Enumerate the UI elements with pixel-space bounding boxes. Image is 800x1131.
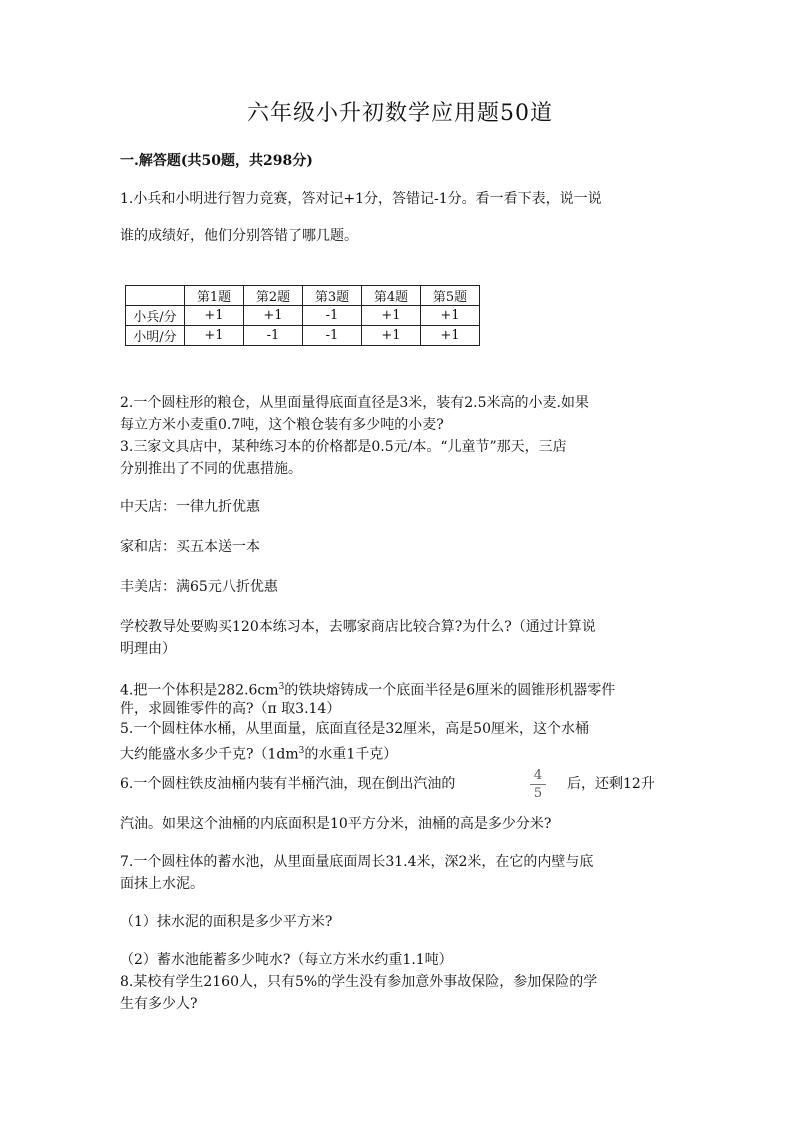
score-table (125, 285, 480, 346)
table-header-cell: 第5题 (421, 286, 480, 306)
table-cell: +1 (362, 326, 421, 346)
q8-line1: 8.某校有学生2160人，只有5%的学生没有参加意外事故保险，参加保险的学 (120, 974, 598, 990)
table-cell: +1 (421, 306, 480, 326)
q1-line2: 谁的成绩好，他们分别答错了哪几题。 (120, 228, 358, 244)
q5-text-b: 的水重1千克） (304, 746, 398, 763)
page-title: 六年级小升初数学应用题50道 (247, 101, 553, 126)
cube-superscript: 3 (278, 682, 285, 692)
table-header-cell: 第3题 (303, 286, 362, 306)
q5-line1: 5.一个圆柱体水桶，从里面量，底面直径是32厘米，高是50厘米，这个水桶 (120, 721, 589, 737)
table-cell: -1 (303, 306, 362, 326)
table-cell: -1 (303, 326, 362, 346)
table-cell: +1 (362, 306, 421, 326)
q5-text-a: 大约能盛水多少千克?（1dm (120, 746, 299, 763)
q3-store2: 家和店：买五本送一本 (120, 539, 260, 555)
q3-ask2: 明理由） (120, 641, 176, 657)
q4-text-b: 的铁块熔铸成一个底面半径是6厘米的圆锥形机器零件 (284, 682, 616, 699)
q4-text-a: 4.把一个体积是282.6cm (120, 682, 279, 699)
table-row (126, 326, 480, 346)
q6-line2: 汽油。如果这个油桶的内底面积是10平方分米，油桶的高是多少分米? (120, 816, 552, 832)
q2-line2: 每立方米小麦重0.7吨，这个粮仓装有多少吨的小麦? (120, 417, 444, 433)
q6-line1a: 6.一个圆柱铁皮油桶内装有半桶汽油，现在倒出汽油的 (120, 776, 456, 792)
section-heading: 一.解答题(共50题，共298分) (120, 153, 313, 169)
table-cell: +1 (244, 306, 303, 326)
q3-store3: 丰美店：满65元八折优惠 (120, 579, 278, 595)
q3-line2: 分别推出了不同的优惠措施。 (120, 461, 302, 477)
table-header-cell: 第2题 (244, 286, 303, 306)
fraction-four-fifths (528, 768, 548, 801)
table-header-row (126, 286, 480, 306)
q7-sub1: （1）抹水泥的面积是多少平方米? (120, 914, 333, 930)
table-cell: +1 (185, 306, 244, 326)
table-header-cell: 第4题 (362, 286, 421, 306)
q8-line2: 生有多少人? (120, 996, 198, 1012)
q7-sub2: （2）蓄水池能蓄多少吨水?（每立方米水约重1.1吨） (120, 952, 453, 968)
row-label: 小明/分 (126, 326, 185, 346)
table-header-cell: 第1题 (185, 286, 244, 306)
table-row (126, 306, 480, 326)
q7-line1: 7.一个圆柱体的蓄水池，从里面量底面周长31.4米，深2米，在它的内壁与底 (120, 854, 594, 870)
table-cell: -1 (244, 326, 303, 346)
q3-line1: 3.三家文具店中，某种练习本的价格都是0.5元/本。“儿童节”那天，三店 (120, 439, 567, 455)
q1-line1: 1.小兵和小明进行智力竞赛，答对记+1分，答错记-1分。看一看下表，说一说 (120, 191, 602, 207)
fraction-denominator: 5 (533, 786, 543, 801)
table-cell: +1 (185, 326, 244, 346)
q3-store1: 中天店：一律九折优惠 (120, 499, 260, 515)
q3-ask1: 学校教导处要购买120本练习本，去哪家商店比较合算?为什么?（通过计算说 (120, 619, 596, 635)
q4-line2: 件，求圆锥零件的高?（π 取3.14） (120, 701, 341, 717)
q6-line1b: 后，还剩12升 (567, 776, 655, 792)
cube-superscript: 3 (298, 746, 305, 756)
row-label: 小兵/分 (126, 306, 185, 326)
fraction-bar (530, 784, 546, 785)
fraction-numerator: 4 (533, 768, 543, 783)
table-cell: +1 (421, 326, 480, 346)
q5-line2 (120, 740, 685, 766)
q7-line2: 面抹上水泥。 (120, 876, 204, 892)
table-header-cell (126, 286, 185, 306)
q2-line1: 2.一个圆柱形的粮仓，从里面量得底面直径是3米，装有2.5米高的小麦.如果 (120, 395, 589, 411)
